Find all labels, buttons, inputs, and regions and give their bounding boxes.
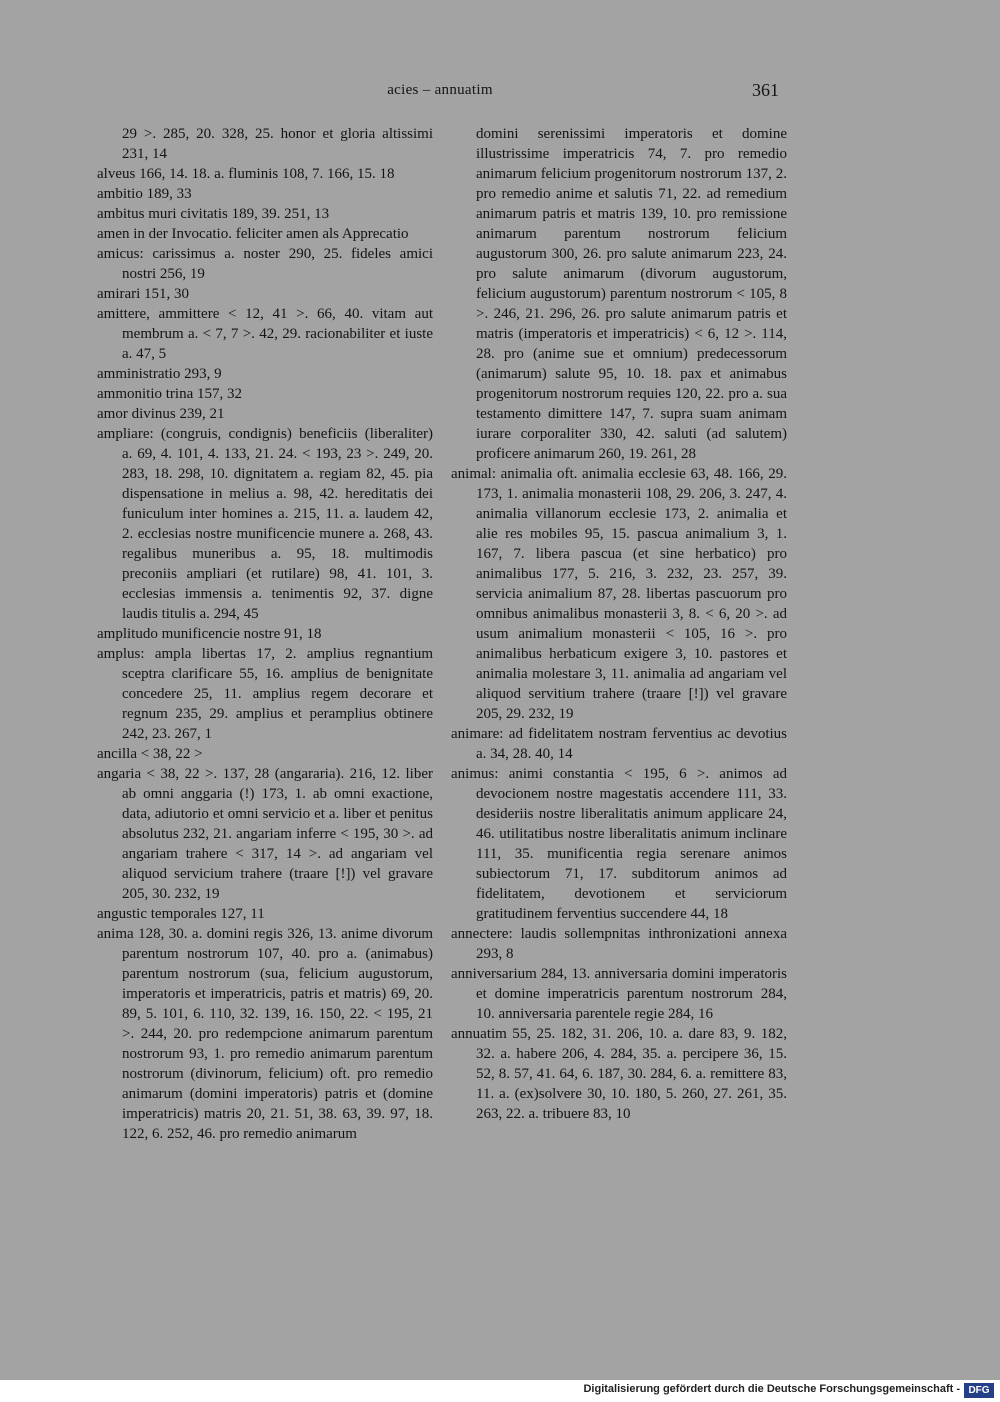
running-head: acies – annuatim — [387, 82, 493, 98]
index-entry: ancilla < 38, 22 > — [97, 746, 203, 762]
index-entry: anniversarium 284, 13. anniversaria domini imperatoris et domine imperatricis parentum nostrorum 284, 10. anniversaria parentele regie 284, 16 — [451, 966, 787, 1022]
index-entry: amirari 151, 30 — [97, 286, 190, 302]
index-entry: animus: animi constantia < 195, 6 >. animos ad devocionem nostre magestatis accendere 111, 33. desideriis nostre liberalitatis animum applicare 24, 46. utilitatibus nostre liberalitatis animum inclinare 111, 35. munificentia regia serenare animos subiectorum 71, 17. subditorum animos ad fidelitatem, devotionem et serviciorum gratitudinem ferventius succendere 44, 18 — [451, 766, 787, 922]
index-column-left — [97, 124, 433, 1144]
index-column-right — [451, 124, 787, 1124]
index-entry: ambitus muri civitatis 189, 39. 251, 13 — [97, 206, 330, 222]
index-entry: anima 128, 30. a. domini regis 326, 13. anime divorum parentum nostrorum 107, 40. pro a. (animabus) parentum nostrorum (sua, felicium augustorum, imperatoris et imperatricis, patris et matris) 69, 20. 89, 5. 101, 6. 110, 32. 139, 16. 150, 22. < 195, 21 >. 244, 20. pro redempcione animarum parentum nostrorum 93, 1. pro remedio animarum parentum nostrorum (divinorum, felicium) oft. pro remedio animarum (domini imperatoris) patris et (domine imperatricis) matris 20, 21. 51, 38. 63, 39. 97, 18. 122, 6. 252, 46. pro remedio animarum — [97, 926, 433, 1142]
index-entry: animare: ad fidelitatem nostram ferventius ac devotius a. 34, 28. 40, 14 — [451, 726, 787, 762]
index-entry: 29 >. 285, 20. 328, 25. honor et gloria altissimi 231, 14 — [122, 126, 433, 162]
index-entry: annuatim 55, 25. 182, 31. 206, 10. a. dare 83, 9. 182, 32. a. habere 206, 4. 284, 35. a. percipere 36, 15. 52, 8. 57, 41. 64, 6. 187, 30. 284, 6. a. remittere 83, 11. a. (ex)solvere 30, 10. 180, 5. 260, 27. 261, 35. 263, 22. a. tribuere 83, 10 — [451, 1026, 787, 1122]
index-entry: animal: animalia oft. animalia ecclesie 63, 48. 166, 29. 173, 1. animalia monasterii 108, 29. 206, 3. 247, 4. animalia villanorum ecclesie 173, 2. animalia et alie res mobiles 95, 15. pascua animalium 3, 1. 167, 7. libera pascua (et sine herbatico) pro animalibus 177, 5. 216, 3. 232, 23. 257, 39. servicia animalium 87, 28. libertas pascuorum pro omnibus animalibus monasterii 3, 8. < 6, 20 >. ad usum animalium monasterii < 105, 16 >. pro animalibus herbaticum exigere 3, 10. pastores et animalia molestare 3, 11. animalia ad angariam vel aliquod servitium trahere (traare [!]) vel gravare 205, 29. 232, 19 — [451, 466, 787, 722]
dfg-logo[interactable]: DFG — [964, 1383, 994, 1398]
index-entry: amen in der Invocatio. feliciter amen als Apprecatio — [97, 226, 409, 242]
index-entry: amor divinus 239, 21 — [97, 406, 225, 422]
index-entry: ampliare: (congruis, condignis) beneficiis (liberaliter) a. 69, 4. 101, 4. 133, 21. 24. < 193, 23 >. 249, 20. 283, 18. 298, 10. dignitatem a. regiam 82, 45. pia dispensatione in melius a. 98, 42. hereditatis dei funiculum inter homines a. 215, 11. a. laudem 42, 2. ecclesias nostre munificencie munere a. 268, 43. regalibus muneribus a. 95, 18. multimodis preconiis ampliari (et rutilare) 98, 41. 101, 3. ecclesias immensis a. tenimentis 92, 37. digne laudis titulis a. 294, 45 — [97, 426, 433, 622]
index-entry: annectere: laudis sollempnitas inthronizationi annexa 293, 8 — [451, 926, 787, 962]
page-number: 361 — [752, 80, 779, 100]
footer-credit: Digitalisierung gefördert durch die Deutsche Forschungsgemeinschaft - — [583, 1383, 960, 1395]
index-entry: amplus: ampla libertas 17, 2. amplius regnantium sceptra clarificare 55, 16. amplius de benignitate concedere 25, 11. amplius regem decorare et regnum 235, 29. amplius et peramplius obtinere 242, 23. 267, 1 — [97, 646, 433, 742]
index-entry: ambitio 189, 33 — [97, 186, 192, 202]
index-entry: amplitudo munificencie nostre 91, 18 — [97, 626, 322, 642]
index-entry: amittere, ammittere < 12, 41 >. 66, 40. vitam aut membrum a. < 7, 7 >. 42, 29. racionabiliter et iuste a. 47, 5 — [97, 306, 433, 362]
index-entry: angaria < 38, 22 >. 137, 28 (angararia). 216, 12. liber ab omni anggaria (!) 173, 1. ab omni exactione, data, adiutorio et omni servicio et a. liber et penitus absolutus 232, 21. angariam inferre < 195, 30 >. ad angariam trahere < 317, 14 >. ad angariam vel aliquod servicium trahere (traare [!]) vel gravare 205, 30. 232, 19 — [97, 766, 433, 902]
footer-bar — [0, 1380, 1000, 1402]
index-entry: alveus 166, 14. 18. a. fluminis 108, 7. 166, 15. 18 — [97, 166, 395, 182]
index-entry: angustic temporales 127, 11 — [97, 906, 265, 922]
index-entry: amministratio 293, 9 — [97, 366, 222, 382]
index-entry: domini serenissimi imperatoris et domine illustrissime imperatricis 74, 7. pro remedio animarum felicium progenitorum nostrorum 137, 2. pro remedio anime et salutis 71, 22. ad remedium animarum patris et matris 139, 10. pro remissione animarum parentum nostrorum felicium augustorum 300, 26. pro salute animarum 223, 24. pro salute animarum (divorum augustorum, felicium augustorum) parentum nostrorum < 105, 8 >. 246, 21. 296, 26. pro salute animarum patris et matris (imperatoris et imperatricis) < 6, 12 >. 114, 28. pro (anime sue et omnium) predecessorum (animarum) salute 95, 10. 18. pax et animabus progenitorum nostrorum requies 120, 22. pro a. sua testamento dimittere 147, 7. supra suam animam iurare corporaliter 330, 42. saluti (ad salutem) proficere animarum 260, 19. 261, 28 — [476, 126, 787, 462]
index-entry: ammonitio trina 157, 32 — [97, 386, 242, 402]
index-entry: amicus: carissimus a. noster 290, 25. fideles amici nostri 256, 19 — [97, 246, 433, 282]
